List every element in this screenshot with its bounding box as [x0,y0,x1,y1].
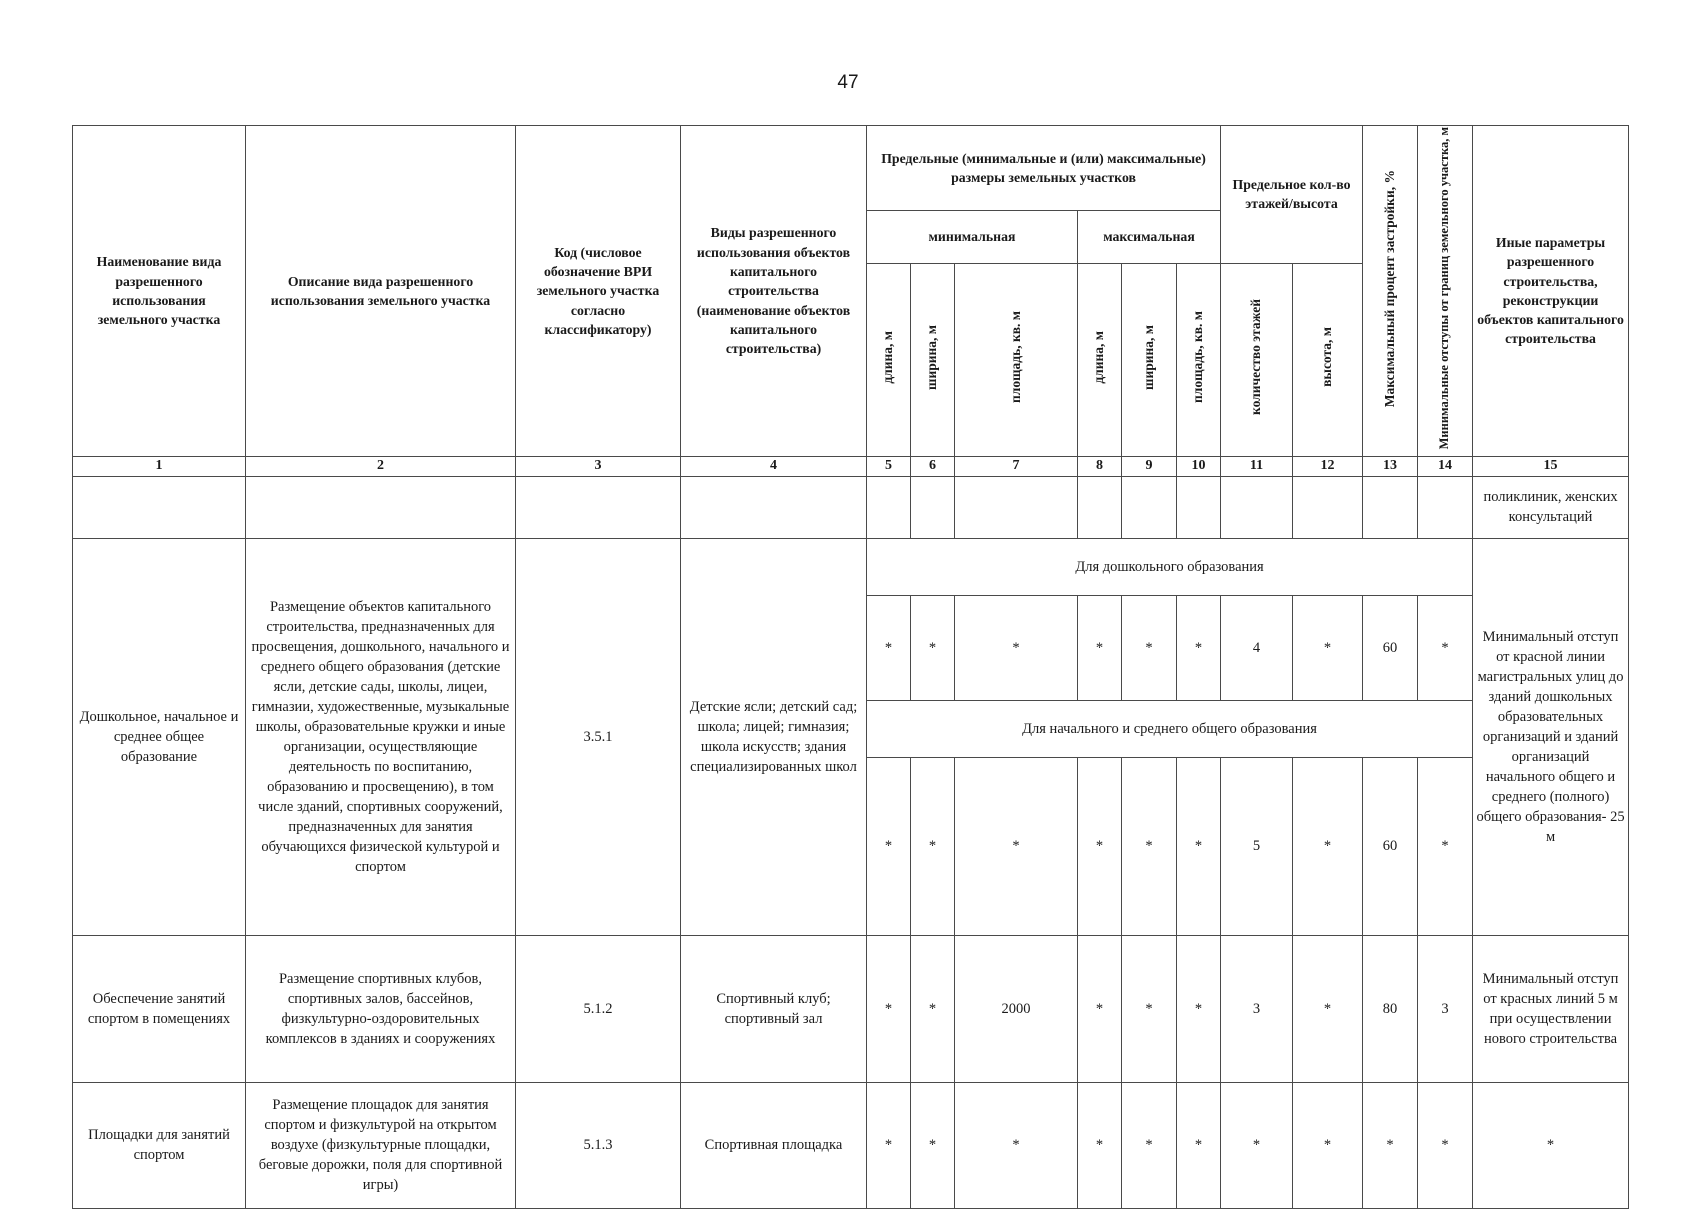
column-number: 3 [516,456,681,476]
header-col6 [911,263,955,456]
value-cell: * [1122,935,1177,1082]
value-cell: * [1293,935,1363,1082]
value-cell: 3 [1418,935,1473,1082]
value-cell: * [1122,595,1177,700]
value-cell: 80 [1363,935,1418,1082]
header-plot-size-group: Предельные (минимальные и (или) максимальные) размеры земельных участков [867,126,1221,211]
value-cell: * [1177,935,1221,1082]
section-preschool-title: Для дошкольного образования [867,538,1473,595]
empty-cell [1078,476,1122,538]
empty-cell [867,476,911,538]
value-cell: * [955,1082,1078,1208]
header-col10 [1177,263,1221,456]
header-max-building-percent [1363,126,1418,457]
empty-cell [911,476,955,538]
header-col9 [1122,263,1177,456]
empty-cell [1177,476,1221,538]
column-number: 14 [1418,456,1473,476]
column-number: 13 [1363,456,1418,476]
value-cell: 60 [1363,757,1418,935]
value-cell: * [1122,1082,1177,1208]
row-code: 5.1.2 [516,935,681,1082]
row-objects: Спортивный клуб; спортивный зал [681,935,867,1082]
empty-cell [955,476,1078,538]
value-cell: * [867,1082,911,1208]
value-cell: * [1177,595,1221,700]
header-col7 [955,263,1078,456]
header-col9-text: ширина, м [1140,324,1156,390]
column-number: 10 [1177,456,1221,476]
column-number: 5 [867,456,911,476]
column-number: 12 [1293,456,1363,476]
row-other-params: Минимальный отступ от красной линии магистральных улиц до зданий дошкольных образовательных организаций и зданий организаций начального общего и среднего (полного) общего образования- 25 м [1473,538,1629,935]
header-col5 [867,263,911,456]
header-col11-text: количество этажей [1248,299,1264,416]
row-other-params: * [1473,1082,1629,1208]
row-code: 3.5.1 [516,538,681,935]
header-other-params: Иные параметры разрешенного строительства, реконструкции объектов капитального строительства [1473,126,1629,457]
value-cell: 60 [1363,595,1418,700]
header-col7-text: площадь, кв. м [1007,311,1023,404]
header-name: Наименование вида разрешенного использования земельного участка [73,126,246,457]
row-code: 5.1.3 [516,1082,681,1208]
value-cell: * [1177,1082,1221,1208]
column-number: 9 [1122,456,1177,476]
value-cell: 2000 [955,935,1078,1082]
section-school-title: Для начального и среднего общего образования [867,700,1473,757]
header-min-setbacks-text: Минимальные отступы от границ земельного участка, м [1437,127,1452,450]
value-cell: * [955,595,1078,700]
table-row-sport-indoor [73,935,1629,1082]
value-cell: * [1122,757,1177,935]
column-number: 2 [246,456,516,476]
value-cell: * [911,935,955,1082]
row-name: Обеспечение занятий спортом в помещениях [73,935,246,1082]
empty-cell [73,476,246,538]
header-max-building-percent-text: Максимальный процент застройки, % [1381,169,1397,407]
value-cell: * [1293,757,1363,935]
value-cell: * [1418,1082,1473,1208]
row-objects: Спортивная площадка [681,1082,867,1208]
value-cell: * [911,1082,955,1208]
empty-cell [1221,476,1293,538]
value-cell: * [911,757,955,935]
empty-cell [516,476,681,538]
value-cell: * [1078,1082,1122,1208]
other-params-continuation: поликлиник, женских консультаций [1473,476,1629,538]
value-cell: * [867,757,911,935]
header-col8 [1078,263,1122,456]
row-description: Размещение спортивных клубов, спортивных залов, бассейнов, физкультурно-оздоровительных комплексов в зданиях и сооружениях [246,935,516,1082]
value-cell: * [867,595,911,700]
row-objects: Детские ясли; детский сад; школа; лицей; гимназия; школа искусств; здания специализированных школ [681,538,867,935]
row-description: Размещение объектов капитального строительства, предназначенных для просвещения, дошкольного, начального и среднего общего образования (детские ясли, детские сады, школы, лицеи, гимназии, художественные, музыкальные школы, образовательные кружки и иные организации, осуществляющие деятельность по воспитанию, образованию и просвещению), в том числе зданий, спортивных сооружений, предназначенных для занятия обучающихся физической культурой и спортом [246,538,516,935]
value-cell: 4 [1221,595,1293,700]
header-row [73,126,1629,211]
value-cell: * [1363,1082,1418,1208]
empty-cell [681,476,867,538]
page-number: 47 [837,72,859,93]
header-objects: Виды разрешенного использования объектов капитального строительства (наименование объектов капитального строительства) [681,126,867,457]
header-col12-text: высота, м [1319,327,1335,388]
header-floors-group: Предельное кол-во этажей/высота [1221,126,1363,264]
value-cell: 3 [1221,935,1293,1082]
header-description: Описание вида разрешенного использования земельного участка [246,126,516,457]
value-cell: * [1293,595,1363,700]
header-col11 [1221,263,1293,456]
value-cell: * [911,595,955,700]
header-col10-text: площадь, кв. м [1190,311,1206,404]
row-name: Площадки для занятий спортом [73,1082,246,1208]
column-number: 7 [955,456,1078,476]
value-cell: * [1078,935,1122,1082]
value-cell: * [1221,1082,1293,1208]
row-name: Дошкольное, начальное и среднее общее образование [73,538,246,935]
header-code: Код (числовое обозначение ВРИ земельного участка согласно классификатору) [516,126,681,457]
empty-cell [246,476,516,538]
land-use-regulations-table [72,125,1629,1209]
header-col12 [1293,263,1363,456]
column-number: 15 [1473,456,1629,476]
empty-cell [1363,476,1418,538]
column-number: 11 [1221,456,1293,476]
value-cell: * [955,757,1078,935]
value-cell: * [1293,1082,1363,1208]
column-number: 4 [681,456,867,476]
value-cell: * [1418,595,1473,700]
empty-cell [1418,476,1473,538]
column-numbers-row [73,456,1629,476]
header-min: минимальная [867,211,1078,263]
regulations-table-container [72,125,1628,1194]
value-cell: * [1078,595,1122,700]
value-cell: 5 [1221,757,1293,935]
header-col8-text: длина, м [1091,330,1107,384]
value-cell: * [1177,757,1221,935]
header-max: максимальная [1078,211,1221,263]
column-number: 6 [911,456,955,476]
empty-cell [1293,476,1363,538]
column-number: 1 [73,456,246,476]
row-description: Размещение площадок для занятия спортом и физкультурой на открытом воздухе (физкультурные площадки, беговые дорожки, поля для спортивной игры) [246,1082,516,1208]
header-col6-text: ширина, м [924,324,940,390]
value-cell: * [1418,757,1473,935]
value-cell: * [1078,757,1122,935]
header-min-setbacks [1418,126,1473,457]
value-cell: * [867,935,911,1082]
table-row-sport-grounds [73,1082,1629,1208]
row-other-params: Минимальный отступ от красных линий 5 м при осуществлении нового строительства [1473,935,1629,1082]
table-row-education [73,538,1629,595]
header-col5-text: длина, м [880,330,896,384]
column-number: 8 [1078,456,1122,476]
empty-cell [1122,476,1177,538]
table-row-continuation [73,476,1629,538]
